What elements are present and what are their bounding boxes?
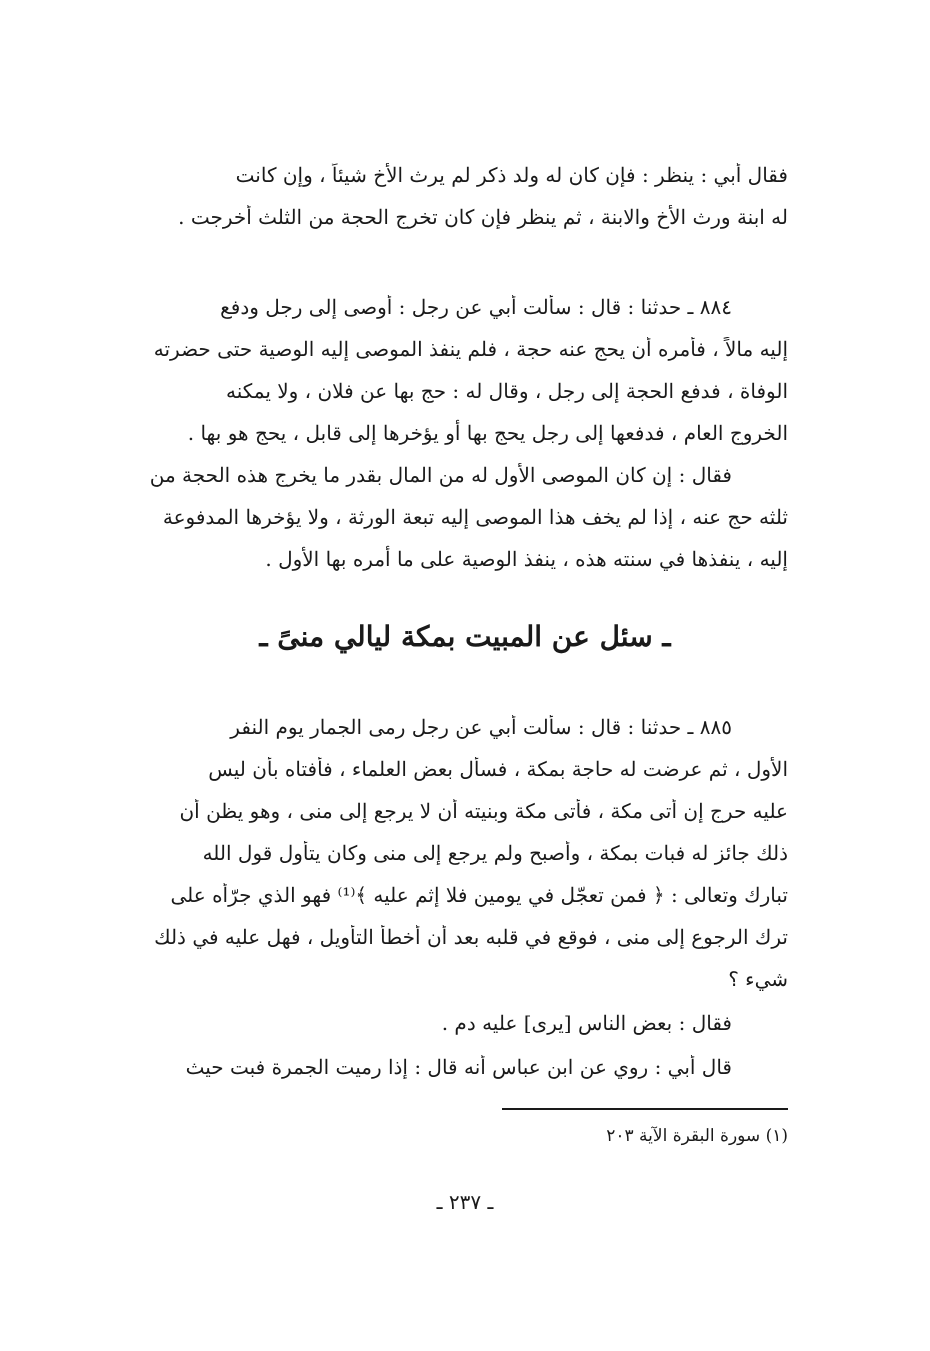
- paragraph-884-line-4: الخروج العام ، فدفعها إلى رجل يحج بها أو يؤخرها إلى قابل ، يحج هو بها .: [187, 421, 788, 445]
- paragraph-885-line-3: عليه حرج إن أتى مكة ، فأتى مكة وبنيته أن لا يرجع إلى منى ، وهو يظن أن: [179, 799, 788, 823]
- section-heading: ـ سئل عن المبيت بمكة ليالي منىً ـ: [259, 620, 671, 653]
- footnote-divider: [502, 1108, 788, 1110]
- paragraph-885-line-1: ٨٨٥ ـ حدثنا : قال : سألت أبي عن رجل رمى الجمار يوم النفر: [230, 715, 732, 739]
- answer-884-line-2: ثلثه حج عنه ، إذا لم يخف هذا الموصى إليه تبعة الورثة ، ولا يؤخرها المدفوعة: [162, 505, 788, 529]
- paragraph-885-line-7: شيء ؟: [728, 967, 788, 991]
- paragraph-885-line-6: ترك الرجوع إلى منى ، فوقع في قلبه بعد أن أخطأ التأويل ، فهل عليه في ذلك: [154, 925, 788, 949]
- answer-885: فقال : بعض الناس [يرى] عليه دم .: [441, 1011, 732, 1035]
- paragraph-885-line-2: الأول ، ثم عرضت له حاجة بمكة ، فسأل بعض العلماء ، فأفتاه بأن ليس: [208, 757, 788, 781]
- answer-884-line-3: إليه ، ينفذها في سنته هذه ، ينفذ الوصية على ما أمره بها الأول .: [265, 547, 788, 571]
- paragraph-885-line-5: تبارك وتعالى : ﴿ فمن تعجّل في يومين فلا إثم عليه ﴾⁽¹⁾ فهو الذي جرّأه على: [170, 883, 788, 907]
- paragraph-intro-line-2: له ابنة ورث الأخ والابنة ، ثم ينظر فإن كان تخرج الحجة من الثلث أخرجت .: [178, 205, 788, 229]
- paragraph-885-line-4: ذلك جائز له فبات بمكة ، وأصبح ولم يرجع إلى منى وكان يتأول قول الله: [202, 841, 788, 865]
- footnote: (١) سورة البقرة الآية ٢٠٣: [606, 1126, 788, 1146]
- abi-quote-885: قال أبي : روي عن ابن عباس أنه قال : إذا رميت الجمرة فبت حيث: [185, 1055, 732, 1079]
- paragraph-884-line-3: الوفاة ، فدفع الحجة إلى رجل ، وقال له : حج بها عن فلان ، ولا يمكنه: [225, 379, 788, 403]
- paragraph-intro-line-1: فقال أبي : ينظر : فإن كان له ولد ذكر لم يرث الأخ شيئاً ، وإن كانت: [235, 163, 788, 187]
- answer-884-line-1: فقال : إن كان الموصى الأول له من المال بقدر ما يخرج هذه الحجة من: [149, 463, 732, 487]
- paragraph-884-line-1: ٨٨٤ ـ حدثنا : قال : سألت أبي عن رجل : أوصى إلى رجل ودفع: [220, 295, 732, 319]
- page-number: ـ ٢٣٧ ـ: [436, 1190, 494, 1214]
- paragraph-884-line-2: إليه مالاً ، فأمره أن يحج عنه حجة ، فلم ينفذ الموصى إليه الوصية حتى حضرته: [153, 337, 788, 361]
